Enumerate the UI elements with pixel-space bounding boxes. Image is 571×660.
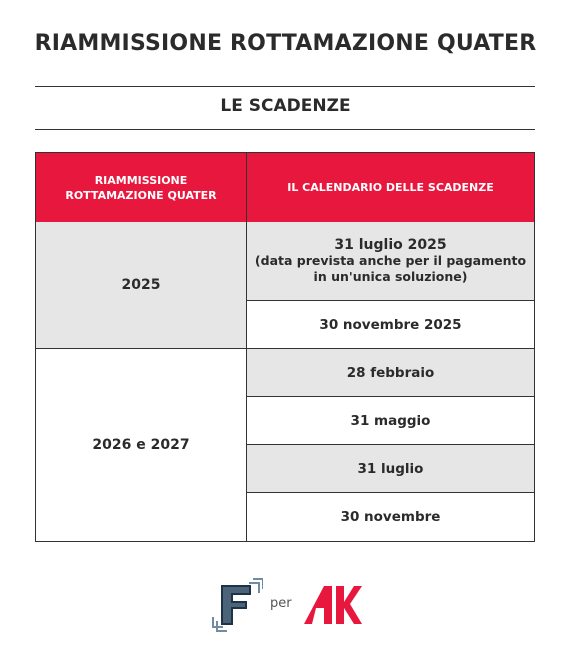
f-logo [207, 577, 263, 633]
date-cell: 31 maggio [247, 397, 534, 445]
date-cell: 30 novembre [247, 493, 534, 541]
date-line: 31 luglio 2025 [334, 236, 447, 253]
date-cell: 30 novembre 2025 [247, 301, 534, 349]
column-header-left-line1: RIAMMISSIONE [94, 173, 188, 187]
page-title: RIAMMISSIONE ROTTAMAZIONE QUATER [34, 31, 537, 56]
date-note-line: in un'unica soluzione) [313, 268, 468, 284]
date-cell [247, 222, 534, 301]
date-note-line: (data prevista anche per il pagamento [254, 252, 527, 268]
footer-logos [0, 572, 571, 638]
column-header-left [36, 153, 247, 222]
column-header-right: IL CALENDARIO DELLE SCADENZE [247, 153, 534, 222]
column-header-left-line2: ROTTAMAZIONE QUATER [65, 188, 217, 202]
year-cell-2026-2027: 2026 e 2027 [36, 349, 247, 541]
year-cell-2025: 2025 [36, 222, 247, 349]
divider-top [35, 86, 535, 87]
divider-bottom [35, 129, 535, 130]
ak-logo [302, 584, 362, 626]
page-subtitle: LE SCADENZE [220, 96, 351, 116]
date-cell: 31 luglio [247, 445, 534, 493]
per-label: per [270, 596, 292, 611]
deadlines-table [35, 152, 535, 542]
date-cell: 28 febbraio [247, 349, 534, 397]
